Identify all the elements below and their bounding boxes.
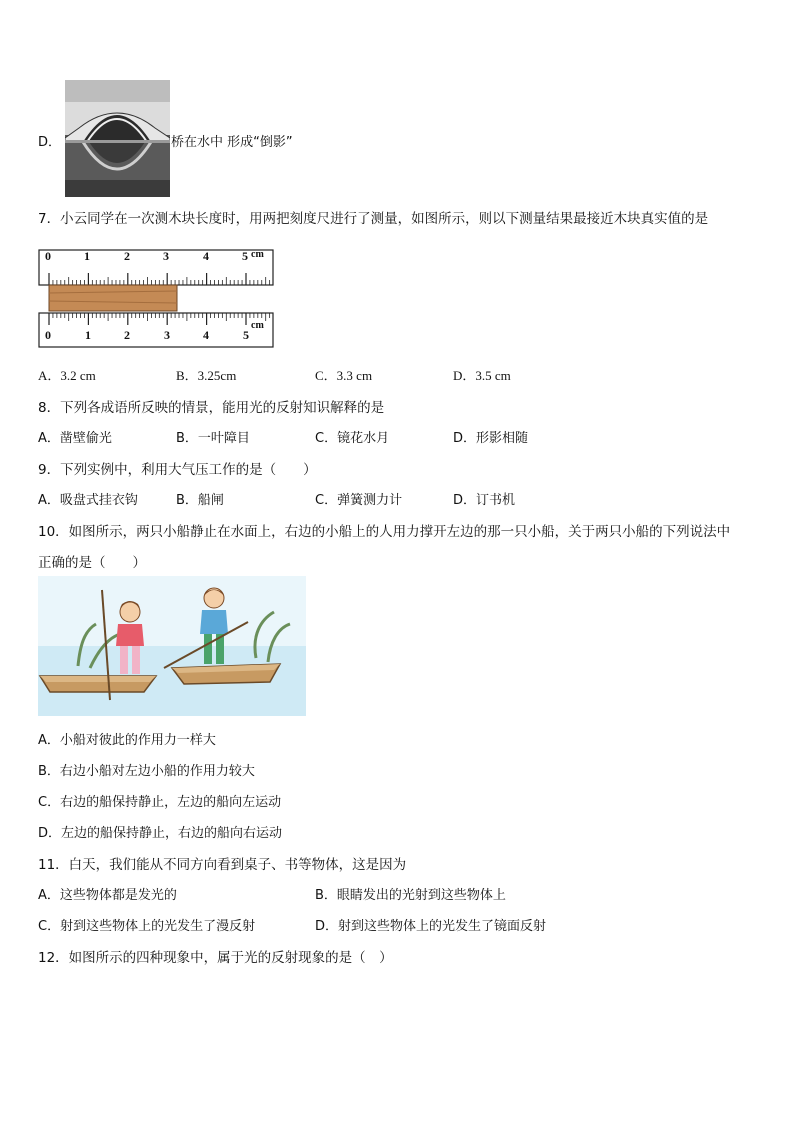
wood-block [49, 285, 177, 311]
q6-option-d-text: 桥在水中 形成“倒影” [171, 135, 293, 150]
bottom-ruler-label-1: 1 [85, 328, 91, 342]
q10-option-b[interactable]: B．右边小船对左边小船的作用力较大 [38, 764, 255, 779]
q10-stem-line2: 正确的是（ ） [38, 555, 146, 571]
q10-option-c[interactable]: C．右边的船保持静止，左边的船向左运动 [38, 795, 282, 810]
q8-option-b[interactable]: B．一叶障目 [176, 431, 250, 446]
q12-stem: 12．如图所示的四种现象中，属于光的反射现象的是（ ） [38, 950, 393, 966]
top-ruler-label-0: 0 [45, 249, 51, 263]
bottom-ruler-label-0: 0 [45, 328, 51, 342]
bridge-reflection-photo [65, 80, 170, 197]
q7-option-c[interactable]: C．3.3 cm [315, 368, 373, 383]
two-boats-illustration [38, 576, 306, 716]
top-ruler-label-2: 2 [124, 249, 130, 263]
top-ruler-label-4: 4 [203, 249, 209, 263]
bottom-ruler-label-5: 5 [243, 328, 249, 342]
top-ruler-label-3: 3 [163, 249, 169, 263]
q11-stem: 11．白天，我们能从不同方向看到桌子、书等物体，这是因为 [38, 857, 407, 873]
q11-option-c[interactable]: C．射到这些物体上的光发生了漫反射 [38, 919, 256, 934]
q11-option-b[interactable]: B．眼睛发出的光射到这些物体上 [315, 888, 506, 903]
q10-option-a[interactable]: A．小船对彼此的作用力一样大 [38, 733, 216, 748]
q9-option-c[interactable]: C．弹簧测力计 [315, 493, 403, 508]
q9-option-d[interactable]: D．订书机 [453, 493, 516, 508]
q8-option-d[interactable]: D．形影相随 [453, 431, 529, 446]
q8-option-a[interactable]: A．凿壁偷光 [38, 431, 112, 446]
q8-stem: 8．下列各成语所反映的情景，能用光的反射知识解释的是 [38, 400, 385, 416]
top-ruler-label-1: 1 [84, 249, 90, 263]
q7-option-d[interactable]: D．3.5 cm [453, 368, 511, 383]
q9-option-a[interactable]: A．吸盘式挂衣钩 [38, 493, 138, 508]
bottom-ruler-unit: cm [251, 320, 264, 331]
q9-option-b[interactable]: B．船闸 [176, 493, 224, 508]
q10-stem-line1: 10．如图所示，两只小船静止在水面上，右边的小船上的人用力撑开左边的那一只小船，关于两只小船的下列说法中 [38, 524, 731, 540]
q9-stem: 9．下列实例中，利用大气压工作的是（ ） [38, 462, 317, 478]
top-ruler [39, 250, 273, 285]
bottom-ruler-label-4: 4 [203, 328, 209, 342]
q7-option-b[interactable]: B．3.25cm [176, 368, 237, 383]
q8-option-c[interactable]: C．镜花水月 [315, 431, 390, 446]
q11-option-a[interactable]: A．这些物体都是发光的 [38, 888, 177, 903]
bottom-ruler-label-3: 3 [164, 328, 170, 342]
q7-stem: 7．小云同学在一次测木块长度时，用两把刻度尺进行了测量，如图所示，则以下测量结果最接近木块真实值的是 [38, 211, 709, 227]
q11-option-d[interactable]: D．射到这些物体上的光发生了镜面反射 [315, 919, 547, 934]
q10-option-d[interactable]: D．左边的船保持静止，右边的船向右运动 [38, 826, 283, 841]
q6-option-d-letter: D． [38, 135, 62, 150]
bottom-ruler-label-2: 2 [124, 328, 130, 342]
top-ruler-label-5: 5 [242, 249, 248, 263]
two-rulers-figure [38, 249, 274, 349]
bottom-ruler [39, 313, 273, 347]
q7-option-a[interactable]: A．3.2 cm [38, 368, 96, 383]
top-ruler-unit: cm [251, 249, 264, 260]
